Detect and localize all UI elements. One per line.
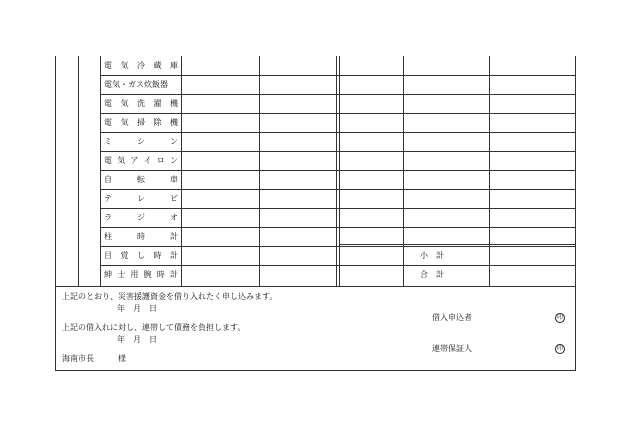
item-label-char: 濯 <box>153 99 162 108</box>
col-line-d <box>403 56 404 286</box>
row-line <box>100 170 576 171</box>
item-label-char: 電 <box>104 118 112 127</box>
item-label-char: テ <box>104 194 112 203</box>
item-label-char: 電 <box>104 61 112 70</box>
item-label-char: 計 <box>170 251 178 260</box>
frame-bottom <box>55 370 576 371</box>
col-line-c <box>336 56 337 286</box>
addressee: 海南市長 様 <box>62 354 126 363</box>
item-label-char: 炊 <box>144 80 152 89</box>
item-label-char: 器 <box>160 80 168 89</box>
item-label-char: ミ <box>104 137 112 146</box>
item-label-char: ビ <box>170 194 178 203</box>
item-label-char: 気 <box>112 80 120 89</box>
item-label-char: オ <box>170 213 178 222</box>
row-line <box>100 189 576 190</box>
row-line <box>100 246 576 247</box>
item-label-char: 気 <box>117 156 126 165</box>
item-label-char: 気 <box>120 118 129 127</box>
seal-icon: 印 <box>556 314 563 321</box>
item-label-char: 洗 <box>137 99 145 108</box>
row-line <box>100 265 576 266</box>
col-line-b <box>259 56 260 286</box>
item-label-char: 除 <box>153 118 162 127</box>
item-label-char: ラ <box>104 213 112 222</box>
subtotal-label: 小 計 <box>420 251 444 260</box>
item-label-char: 機 <box>170 99 178 108</box>
item-label-char: 覚 <box>120 251 129 260</box>
item-label <box>104 156 178 166</box>
item-label-char: ジ <box>137 213 145 222</box>
item-label-char: ガ <box>128 80 136 89</box>
frame-left <box>55 56 56 371</box>
item-label-char: 冷 <box>137 61 145 70</box>
item-label-char: ア <box>130 156 139 165</box>
item-label <box>104 99 178 109</box>
borrow-statement: 上記のとおり、災害援護資金を借り入れたく申し込みます。 <box>62 292 278 301</box>
item-label-char: 飯 <box>152 80 160 89</box>
item-label <box>104 118 178 128</box>
col-line-e <box>489 56 490 286</box>
row-line <box>100 132 576 133</box>
seal-icon: 印 <box>556 345 563 352</box>
item-label-char: 気 <box>120 61 129 70</box>
item-label-char: 時 <box>156 270 165 279</box>
row-line <box>100 75 576 76</box>
item-label <box>104 251 178 261</box>
col-line-c2 <box>339 56 340 286</box>
item-label <box>104 137 178 147</box>
item-label-char: レ <box>137 194 145 203</box>
item-label-char: 気 <box>120 99 129 108</box>
total-label: 合 計 <box>420 270 444 279</box>
item-label-char: 掃 <box>137 118 145 127</box>
item-label-char: イ <box>143 156 152 165</box>
row-line <box>100 227 576 228</box>
item-label-char: 計 <box>169 270 178 279</box>
item-label-char: ・ <box>120 80 128 89</box>
item-label-char: ス <box>136 80 144 89</box>
date-line-2: 年 月 日 <box>117 335 157 344</box>
item-label <box>104 194 178 204</box>
item-label-char: 転 <box>137 175 145 184</box>
date-line-1: 年 月 日 <box>117 304 157 313</box>
group-line-1 <box>78 56 79 286</box>
item-label-char: 車 <box>170 175 178 184</box>
item-label-char: 紳 <box>104 270 112 279</box>
applicant-label: 借入申込者 <box>432 313 472 322</box>
item-label <box>104 270 178 280</box>
item-label-char: ン <box>169 156 178 165</box>
item-label-char: 蔵 <box>153 61 162 70</box>
row-line <box>100 151 576 152</box>
guarantor-label: 連帯保証人 <box>432 344 472 353</box>
row-line-double <box>339 244 576 245</box>
item-label-char: 庫 <box>170 61 178 70</box>
row-line <box>100 113 576 114</box>
item-label <box>104 175 178 185</box>
item-label <box>104 61 178 71</box>
item-label <box>104 80 178 90</box>
item-label-char: 自 <box>104 175 112 184</box>
item-label-char: 時 <box>137 232 145 241</box>
item-label <box>104 213 178 223</box>
item-label-char: 電 <box>104 156 112 165</box>
item-label-char: 柱 <box>104 232 112 241</box>
item-label-char: 目 <box>104 251 112 260</box>
item-label-char: 時 <box>153 251 162 260</box>
item-label-char: 電 <box>104 99 112 108</box>
row-line <box>100 208 576 209</box>
item-label-char: ロ <box>156 156 165 165</box>
item-label-char: ン <box>170 137 178 146</box>
table-bottom <box>55 286 576 287</box>
item-label-char: 機 <box>170 118 178 127</box>
item-label-char: シ <box>137 137 145 146</box>
group-line-2 <box>100 56 101 286</box>
row-line <box>100 94 576 95</box>
guarantee-statement: 上記の借入れに対し、連帯して債務を負担します。 <box>62 323 246 332</box>
frame-right <box>575 56 576 371</box>
item-label-char: 士 <box>117 270 126 279</box>
item-label-char: し <box>137 251 145 260</box>
item-label-char: 腕 <box>143 270 152 279</box>
col-line-a <box>181 56 182 286</box>
item-label-char: 用 <box>130 270 139 279</box>
item-label <box>104 232 178 242</box>
item-label-char: 計 <box>170 232 178 241</box>
item-label-char: 電 <box>104 80 112 89</box>
